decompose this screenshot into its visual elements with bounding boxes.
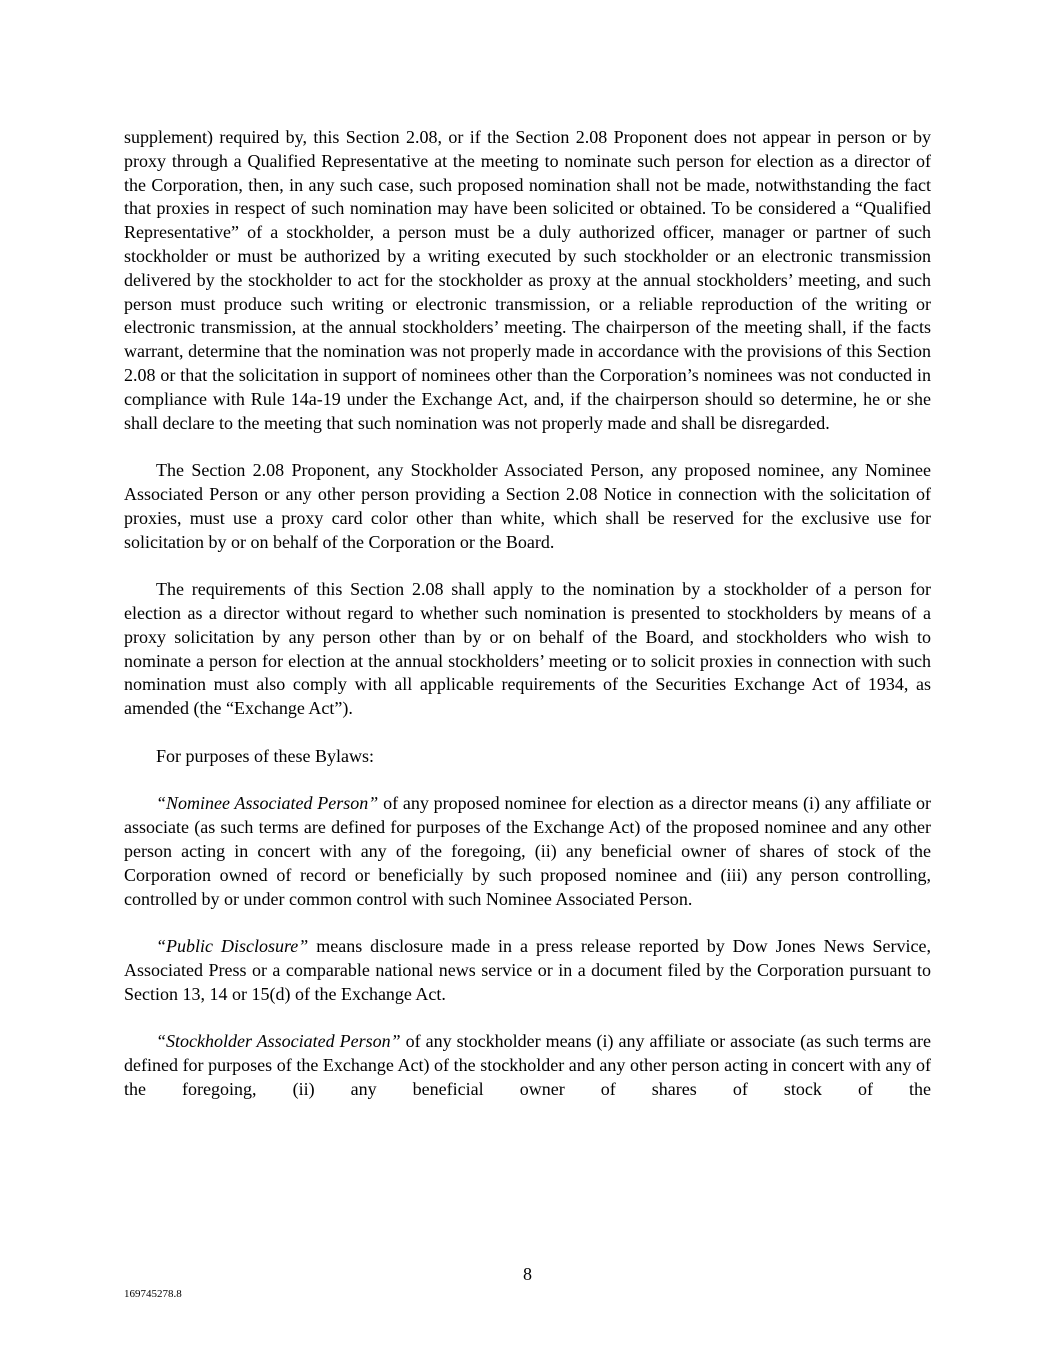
paragraph: For purposes of these Bylaws: (156, 745, 374, 766)
definition-text: means disclosure made in a press release reported by Dow Jones News Service, Associated Press or a comparable national news service or in a document filed by the Corporation pursuant to Section 13, 14 or 15(d) of the Exchange Act. (124, 936, 931, 1004)
paragraph: supplement) required by, this Section 2.08, or if the Section 2.08 Proponent does not appear in person or by proxy through a Qualified Representative at the meeting to nominate such person for election as a director of the Corporation, then, in any such case, such proposed nomination shall not be made, notwithstanding the fact that proxies in respect of such nomination may have been solicited or obtained. To be considered a “Qualified Representative” of a stockholder, a person must be a duly authorized officer, manager or partner of such stockholder or must be authorized by a writing executed by such stockholder or an electronic transmission delivered by the stockholder to act for the stockholder as proxy at the annual stockholders’ meeting, and such person must produce such writing or electronic transmission, or a reliable reproduction of the writing or electronic transmission, at the annual stockholders’ meeting. The chairperson of the meeting shall, if the facts warrant, determine that the nomination was not properly made in accordance with the provisions of this Section 2.08 or that the solicitation in support of nominees other than the Corporation’s nominees was not conducted in compliance with Rule 14a-19 under the Exchange Act, and, if the chairperson should so determine, he or she shall declare to the meeting that such nomination was not properly made and shall be disregarded. (124, 127, 931, 433)
paragraph: The requirements of this Section 2.08 shall apply to the nomination by a stockholder of a person for election as a director without regard to whether such nomination is presented to stockholders by means of a proxy solicitation by any person other than by or on behalf of the Board, and stockholders who wish to nominate a person for election at the annual stockholders’ meeting or to solicit proxies in connection with such nomination must also comply with all applicable requirements of the Securities Exchange Act of 1934, as amended (the “Exchange Act”). (124, 579, 931, 719)
definition-paragraph (124, 935, 931, 1006)
page-number: 8 (523, 1264, 532, 1284)
definition-text: of any stockholder means (i) any affiliate or associate (as such terms are defined for purposes of the Exchange Act) of the stockholder and any other person acting in concert with any of the foregoing, (ii) any beneficial owner of shares of stock of the (124, 1031, 932, 1099)
document-body (124, 126, 931, 1125)
defined-term: “Nominee Associated Person” (156, 793, 379, 814)
paragraph: The Section 2.08 Proponent, any Stockholder Associated Person, any proposed nominee, any Nominee Associated Person or any other person providing a Section 2.08 Notice in connection with the solicitation of proxies, must use a proxy card color other than white, which shall be reserved for the exclusive use for solicitation by or on behalf of the Corporation or the Board. (124, 460, 931, 552)
definition-text: of any proposed nominee for election as a director means (i) any affiliate or associate (as such terms are defined for purposes of the Exchange Act) of the proposed nominee and any other person acting in concert with any of the foregoing, (ii) any beneficial owner of shares of stock of the Corporation owned of record or beneficially by such proposed nominee and (iii) any person controlling, controlled by or under common control with such Nominee Associated Person. (124, 793, 931, 909)
definition-paragraph (124, 792, 931, 911)
definition-paragraph (124, 1030, 931, 1101)
defined-term: “Public Disclosure” (156, 936, 309, 957)
document-id: 169745278.8 (124, 1288, 182, 1300)
defined-term: “Stockholder Associated Person” (156, 1031, 401, 1052)
